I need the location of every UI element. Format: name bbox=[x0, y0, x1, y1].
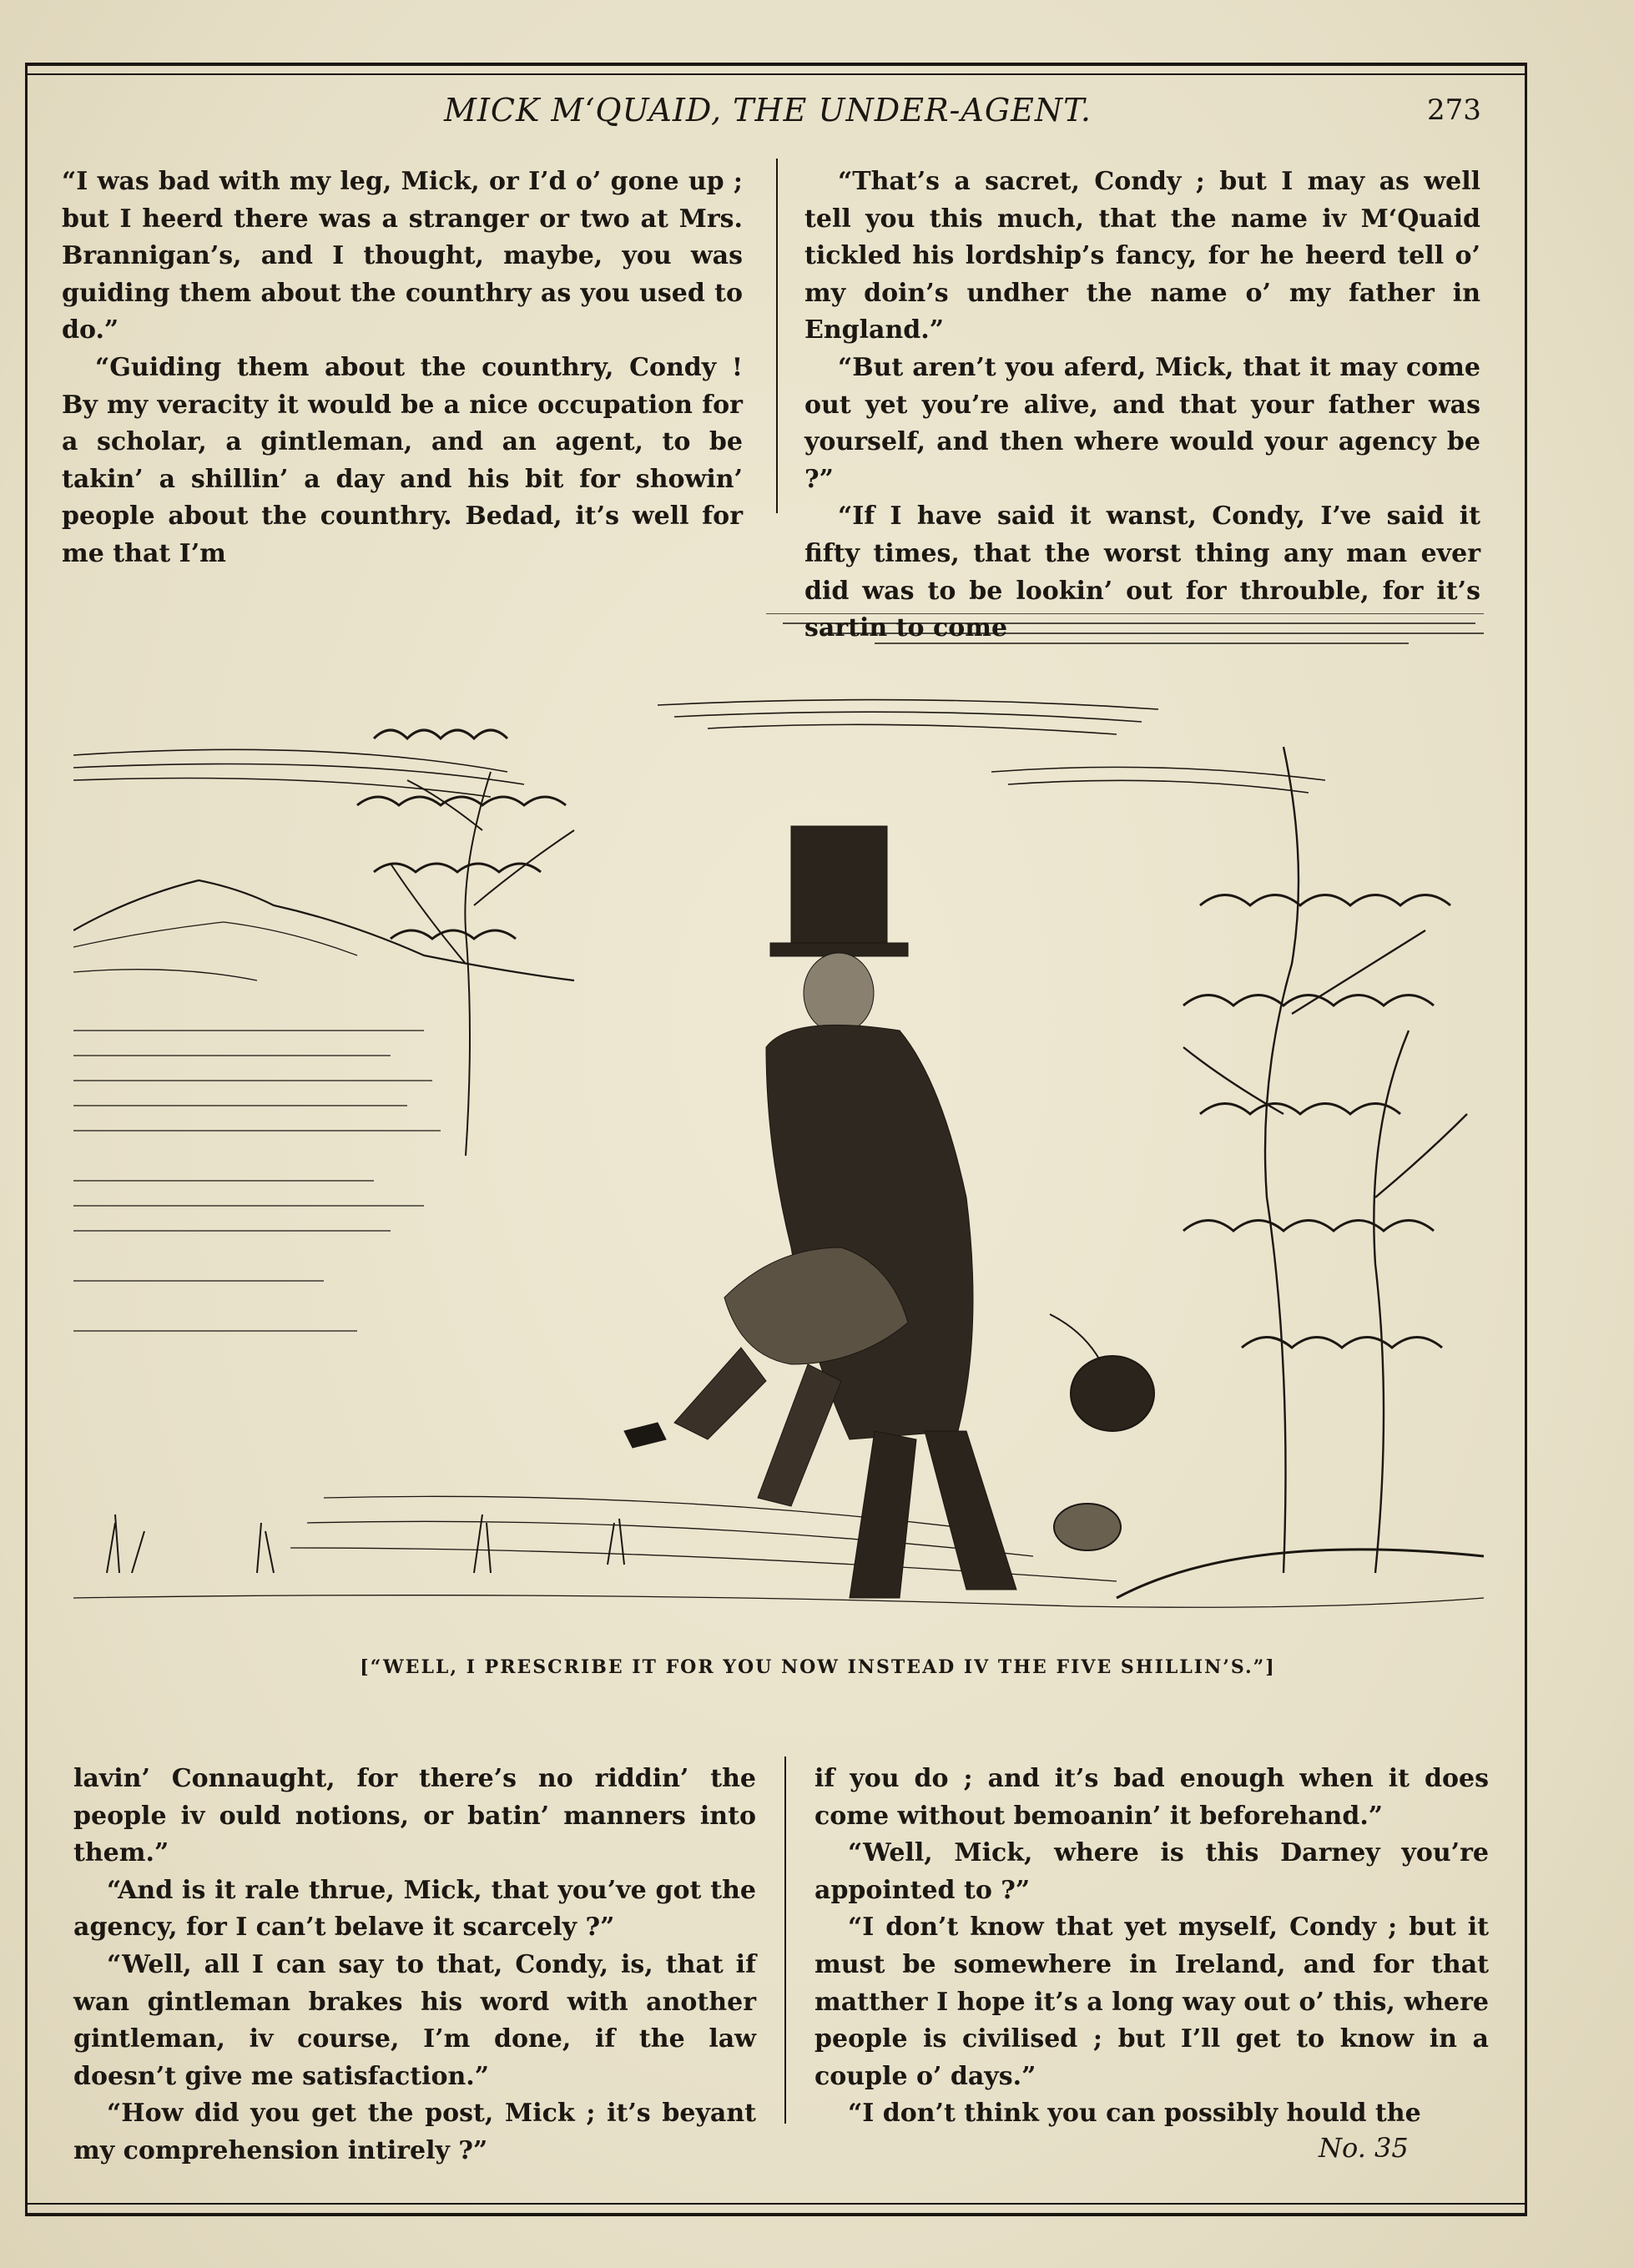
column-divider bbox=[784, 1756, 786, 2124]
upper-left-column bbox=[62, 164, 743, 573]
paragraph: “If I have said it wanst, Condy, I’ve said it fifty times, that the worst thing any man ever did was to be lookin’ out for throuble, for it’s sartin to come bbox=[804, 501, 1480, 643]
man-figure bbox=[624, 826, 1016, 1598]
bottom-border-inner bbox=[25, 2203, 1527, 2205]
paragraph: “That’s a sacret, Condy ; but I may as well tell you this much, that the name iv M‘Quaid tickled his lordship’s fancy, for he heerd tell o’ my doin’s undher the name o’ my father in England.” bbox=[804, 167, 1480, 345]
paragraph: “Well, all I can say to that, Condy, is, that if wan gintleman brakes his word with another gintleman, iv course, I’m done, if the law doesn’t give me satisfaction.” bbox=[73, 1949, 756, 2091]
upper-right-column bbox=[804, 164, 1480, 648]
engraving-illustration bbox=[73, 613, 1488, 1619]
paragraph: “Guiding them about the counthry, Condy ! By my veracity it would be a nice occupation for a scholar, a gintleman, and an agent, to be takin’ a shillin’ a day and his bit for showin’ people about the counthry. Bedad, it’s well for me that I’m bbox=[62, 352, 743, 568]
paragraph: “And is it rale thrue, Mick, that you’ve got the agency, for I can’t belave it scarcely ?” bbox=[73, 1875, 756, 1943]
top-border-outer bbox=[25, 63, 1527, 66]
page-number: 273 bbox=[1427, 93, 1481, 127]
paragraph: “I don’t think you can possibly hould the bbox=[848, 2099, 1421, 2129]
paragraph: “I don’t know that yet myself, Condy ; but it must be somewhere in Ireland, and for that matther I hope it’s a long way out o’ this, where people is civilised ; but I’ll get to know in a couple o’ days.” bbox=[814, 1913, 1489, 2091]
paragraph: “I was bad with my leg, Mick, or I’d o’ gone up ; but I heerd there was a stranger or two at Mrs. Brannigan’s, and I thought, maybe, you was guiding them about the counthry as you used to do.” bbox=[62, 167, 743, 345]
paragraph: “Well, Mick, where is this Darney you’re appointed to ?” bbox=[814, 1838, 1489, 1905]
kettle-pot bbox=[1050, 1314, 1154, 1550]
paragraph: if you do ; and it’s bad enough when it does come without bemoanin’ it beforehand.” bbox=[814, 1764, 1489, 1831]
lower-right-column bbox=[814, 1761, 1489, 2133]
paragraph: “But aren’t you aferd, Mick, that it may come out yet you’re alive, and that your father was yourself, and then where would your agency be ?” bbox=[804, 352, 1480, 494]
paragraph: “How did you get the post, Mick ; it’s beyant my comprehension intirely ?” bbox=[73, 2099, 756, 2165]
issue-number: No. 35 bbox=[1319, 2132, 1409, 2164]
running-head-title: MICK M‘QUAID, THE UNDER-AGENT. bbox=[443, 92, 1092, 129]
right-border bbox=[1525, 63, 1527, 2215]
paragraph: lavin’ Connaught, for there’s no riddin’ the people iv ould notions, or batin’ manners into them.” bbox=[73, 1764, 756, 1868]
lower-left-column bbox=[73, 1761, 756, 2170]
right-tree bbox=[1117, 747, 1484, 1598]
sky-hatching bbox=[73, 613, 1484, 797]
bottom-border-outer bbox=[25, 2213, 1527, 2216]
top-border-inner bbox=[25, 73, 1527, 75]
left-border bbox=[25, 63, 28, 2215]
column-divider bbox=[776, 159, 778, 513]
illustration-caption: [“WELL, I PRESCRIBE IT FOR YOU NOW INSTEAD IV THE FIVE SHILLIN’S.”] bbox=[360, 1656, 1276, 1678]
